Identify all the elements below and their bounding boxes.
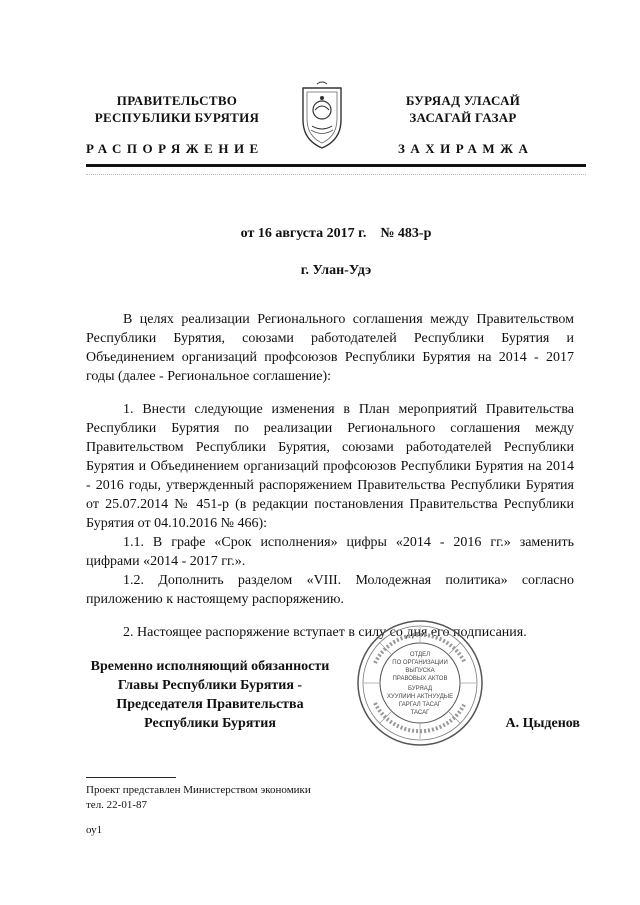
stamp-line5: БУРЯАД bbox=[407, 686, 433, 692]
item-1-paragraph: 1. Внести следующие изменения в План мероприятий Правительства Республики Бурятия по реализации Регионального соглашения между Правительством Республики Бурятия, союзами работодателей Республики Бурятия и Объединением организаций профсоюзов Республики Бурятия на 2014 - 2016 годы, утвержденный распоряжением Правительства Республики Бурятия от 25.07.2014 № 451-р (в редакции постановления Правительства Республики Бурятия от 04.10.2016 № 466): bbox=[86, 402, 574, 531]
stamp-line4: ПРАВОВЫХ АКТОВ bbox=[392, 676, 448, 682]
stamp-line3: ВЫПУСКА bbox=[405, 668, 435, 674]
document-body bbox=[86, 310, 574, 642]
footer-phone: тел. 22-01-87 bbox=[86, 799, 148, 811]
header-dotted-line bbox=[86, 174, 586, 175]
item-1-2-paragraph: 1.2. Дополнить разделом «VIII. Молодежная политика» согласно приложению к настоящему распоряжению. bbox=[86, 573, 574, 607]
header-divider bbox=[86, 164, 586, 167]
org-name-buryat-line2: ЗАСАГАЙ ГАЗАР bbox=[409, 110, 517, 125]
document-date-number: от 16 августа 2017 г. № 483-р bbox=[240, 226, 432, 241]
signatory-name: А. Цыденов bbox=[505, 716, 580, 731]
org-name-line2: РЕСПУБЛИКИ БУРЯТИЯ bbox=[94, 110, 260, 125]
signatory-title-line1: Временно исполняющий обязанности bbox=[90, 659, 330, 674]
preamble-paragraph: В целях реализации Регионального соглашения между Правительством Республики Бурятия, союзами работодателей Республики Бурятия и Объединением организаций профсоюзов Республики Бурятия на 2014 - 2017 годы (далее - Региональное соглашение): bbox=[86, 312, 574, 384]
stamp-line6: ХУУЛИИН АКТНУУДЫЕ bbox=[386, 694, 454, 700]
stamp-line7: ГАРГАЛ ТАСАГ bbox=[398, 702, 442, 708]
signatory-title-line2: Главы Республики Бурятия - bbox=[117, 678, 303, 693]
org-name-line1: ПРАВИТЕЛЬСТВО bbox=[116, 93, 238, 108]
item-1-1-paragraph: 1.1. В графе «Срок исполнения» цифры «2014 - 2016 гг.» заменить цифрами «2014 - 2017 гг.». bbox=[86, 535, 574, 569]
coat-of-arms-emblem bbox=[297, 80, 347, 152]
stamp-line2: ПО ОРГАНИЗАЦИИ bbox=[392, 660, 448, 666]
doc-type-buryat: ЗАХИРАМЖА bbox=[398, 141, 534, 156]
stamp-line1: ОТДЕЛ bbox=[409, 652, 431, 658]
document-city: г. Улан-Удэ bbox=[300, 263, 372, 278]
signatory-title-line4: Республики Бурятия bbox=[144, 716, 276, 731]
signatory-title-line3: Председателя Правительства bbox=[116, 697, 304, 712]
footer-prepared-by: Проект представлен Министерством экономики bbox=[86, 784, 311, 796]
org-name-russian bbox=[72, 92, 282, 126]
stamp-line8: ТАСАГ bbox=[410, 710, 430, 716]
official-seal-stamp bbox=[355, 618, 485, 748]
signatory-title bbox=[74, 657, 346, 733]
footer-notes bbox=[86, 783, 486, 838]
footer-code: оу1 bbox=[86, 824, 103, 836]
org-name-buryat-line1: БУРЯАД УЛАСАЙ bbox=[405, 93, 521, 108]
doc-type-russian: РАСПОРЯЖЕНИЕ bbox=[86, 141, 264, 156]
item-2-paragraph: 2. Настоящее распоряжение вступает в силу со дня его подписания. bbox=[123, 625, 527, 640]
org-name-buryat bbox=[358, 92, 568, 126]
footer-divider bbox=[86, 777, 176, 778]
